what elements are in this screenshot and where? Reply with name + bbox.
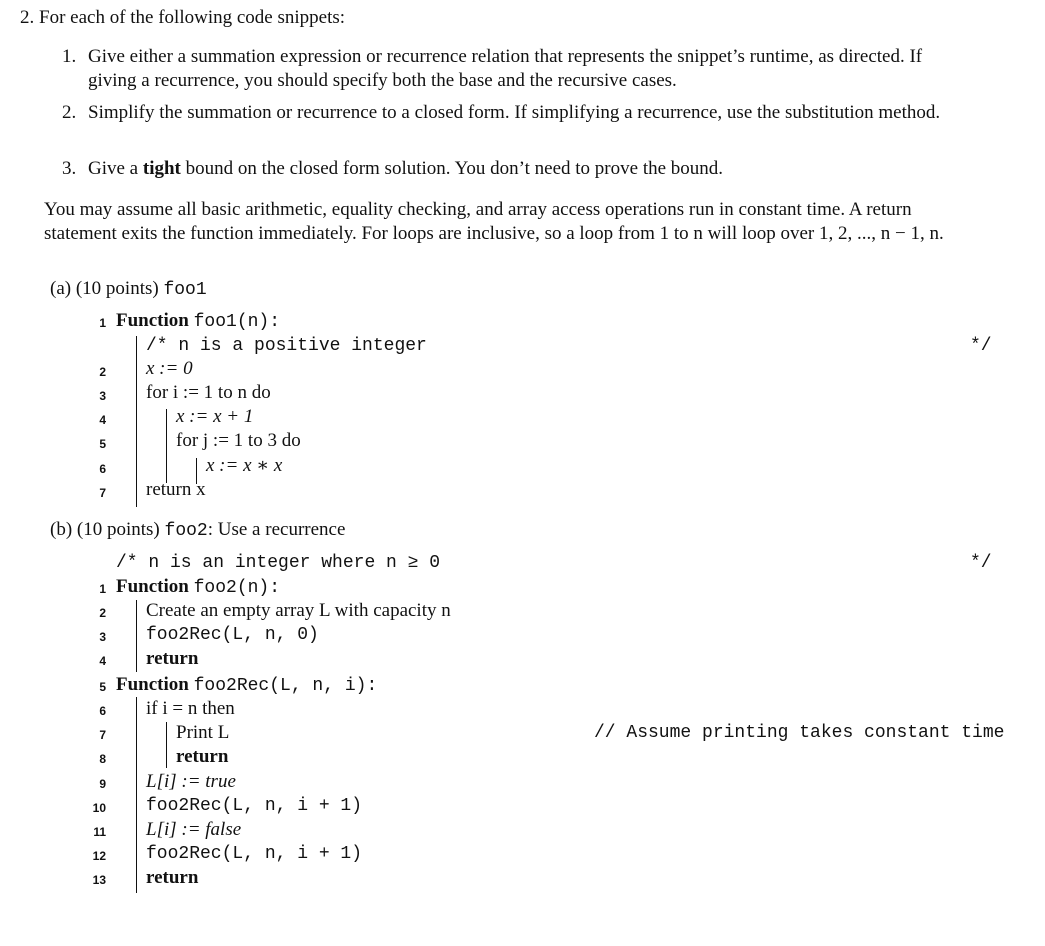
line-number: 5 — [99, 437, 106, 451]
step-text: Give either a summation expression or recurrence relation that represents the snippet’s runtime, as directed. If giving a recurrence, you should specify both the base and the recursive cases. — [88, 46, 923, 91]
code-comment: // Assume printing takes constant time — [594, 723, 1005, 743]
line-number: 1 — [99, 316, 106, 330]
step-number: 1. — [62, 46, 77, 67]
code-line: return — [146, 648, 199, 669]
part-b-suffix: : Use a recurrence — [207, 519, 346, 540]
keyword: Function — [116, 674, 189, 695]
part-b-label: (b) — [50, 519, 73, 540]
line-number: 2 — [99, 606, 106, 620]
line-number: 4 — [99, 654, 106, 668]
assumptions-paragraph: You may assume all basic arithmetic, equality checking, and array access operations run in constant time. A return statement exits the function immediately. For loops are inclusive, so a loop from 1 to n will loop over 1, 2, ..., n − 1, n. — [44, 199, 944, 244]
part-a-label: (a) — [50, 278, 72, 299]
part-b-points: (10 points) — [76, 519, 160, 540]
code-line: Create an empty array L with capacity n — [146, 600, 451, 621]
function-signature: foo2(n): — [193, 578, 281, 598]
line-number: 9 — [99, 777, 106, 791]
function-signature: foo1(n): — [193, 312, 281, 332]
line-number: 1 — [99, 582, 106, 596]
part-a-name: foo1 — [163, 280, 207, 300]
line-number: 10 — [92, 801, 106, 815]
code-line: L[i] := true — [146, 771, 236, 792]
part-b-heading — [50, 518, 345, 543]
keyword: Function — [116, 310, 189, 331]
step-text-bold: tight — [142, 158, 181, 179]
code-line: Print L — [176, 722, 230, 743]
code-line: for i := 1 to n do — [146, 382, 271, 403]
step-text-before: Give a — [88, 158, 143, 179]
code-line: x := x + 1 — [176, 406, 254, 427]
line-number: 8 — [99, 752, 106, 766]
code-line — [116, 673, 377, 698]
line-number: 7 — [99, 728, 106, 742]
step-text: Simplify the summation or recurrence to a closed form. If simplifying a recurrence, use the substitution method. — [88, 102, 941, 123]
code-line: return — [176, 746, 229, 767]
code-line: L[i] := false — [146, 819, 242, 840]
line-number: 11 — [93, 825, 106, 839]
code-comment: /* n is an integer where n ≥ 0 — [116, 553, 441, 573]
function-signature: foo2Rec(L, n, i): — [193, 676, 378, 696]
part-a-heading — [50, 277, 207, 302]
step-number: 2. — [62, 102, 77, 123]
line-number: 7 — [99, 486, 106, 500]
line-number: 12 — [92, 849, 106, 863]
code-line: if i = n then — [146, 698, 235, 719]
comment-end: */ — [970, 336, 992, 356]
line-number: 4 — [99, 413, 106, 427]
code-line — [116, 309, 280, 334]
line-number: 3 — [99, 389, 106, 403]
code-comment: /* n is a positive integer — [146, 336, 427, 356]
code-line: return x — [146, 479, 206, 500]
line-number: 5 — [99, 680, 106, 694]
problem-header: 2. For each of the following code snippets: — [20, 7, 346, 28]
code-line: return — [146, 867, 199, 888]
code-line: foo2Rec(L, n, i + 1) — [146, 844, 363, 864]
code-line: foo2Rec(L, n, 0) — [146, 625, 319, 645]
code-line — [116, 575, 280, 600]
code-line: x := x ∗ x — [206, 455, 283, 476]
code-line: foo2Rec(L, n, i + 1) — [146, 796, 363, 816]
step-number: 3. — [62, 158, 77, 179]
code-line: x := 0 — [146, 358, 193, 379]
part-a-points: (10 points) — [75, 278, 159, 299]
line-number: 6 — [99, 462, 106, 476]
line-number: 6 — [99, 704, 106, 718]
line-number: 2 — [99, 365, 106, 379]
line-number: 3 — [99, 630, 106, 644]
line-number: 13 — [92, 873, 106, 887]
code-line: for j := 1 to 3 do — [176, 430, 301, 451]
keyword: Function — [116, 576, 189, 597]
step-text-after: bound on the closed form solution. You don’t need to prove the bound. — [180, 158, 724, 179]
comment-end: */ — [970, 553, 992, 573]
step-text — [88, 157, 723, 181]
part-b-name: foo2 — [164, 521, 208, 541]
